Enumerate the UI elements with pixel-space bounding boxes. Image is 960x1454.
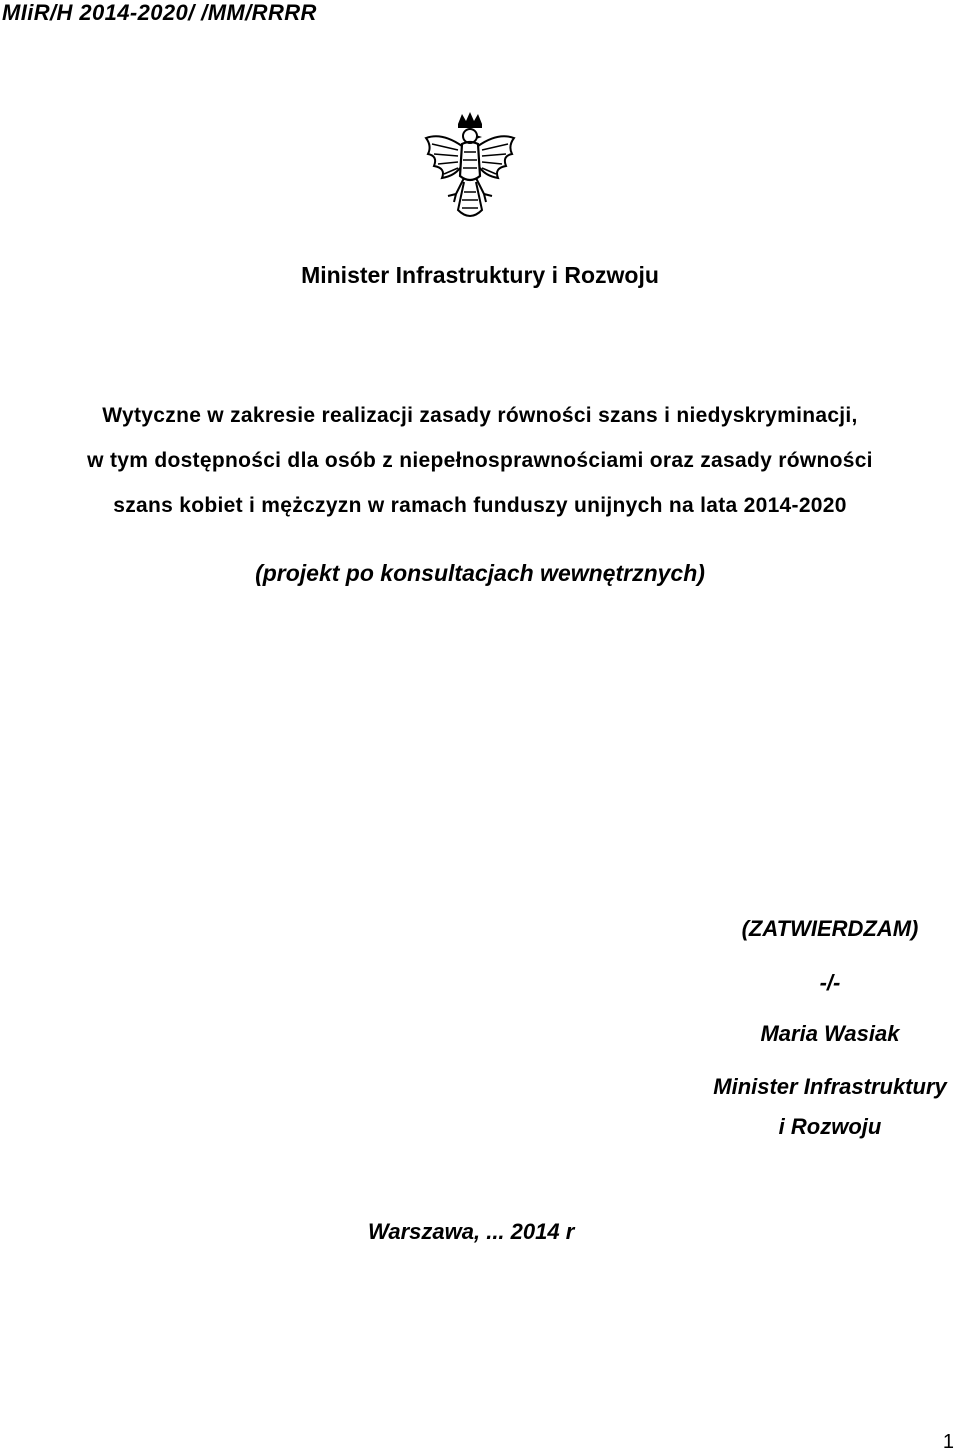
title-line-3: szans kobiet i mężczyzn w ramach funduszy unijnych na lata 2014-2020 (113, 494, 847, 517)
ministry-heading: Minister Infrastruktury i Rozwoju (301, 262, 659, 288)
title-line-1: Wytyczne w zakresie realizacji zasady równości szans i niedyskryminacji, (102, 404, 858, 427)
eagle-emblem-icon (418, 110, 522, 228)
title-line-2: w tym dostępności dla osób z niepełnosprawnościami oraz zasady równości (87, 449, 873, 472)
document-subtitle: (projekt po konsultacjach wewnętrznych) (255, 560, 705, 586)
signature-mark: -/- (819, 970, 841, 995)
document-id: MIiR/H 2014-2020/ /MM/RRRR (2, 0, 317, 25)
approval-label: (ZATWIERDZAM) (741, 916, 919, 941)
signatory-position-line-2: i Rozwoju (778, 1114, 882, 1139)
signatory-position-line-1: Minister Infrastruktury (713, 1074, 947, 1099)
page-number: 1 (942, 1431, 954, 1453)
place-and-date: Warszawa, ... 2014 r (368, 1219, 575, 1244)
signatory-name: Maria Wasiak (760, 1021, 900, 1046)
